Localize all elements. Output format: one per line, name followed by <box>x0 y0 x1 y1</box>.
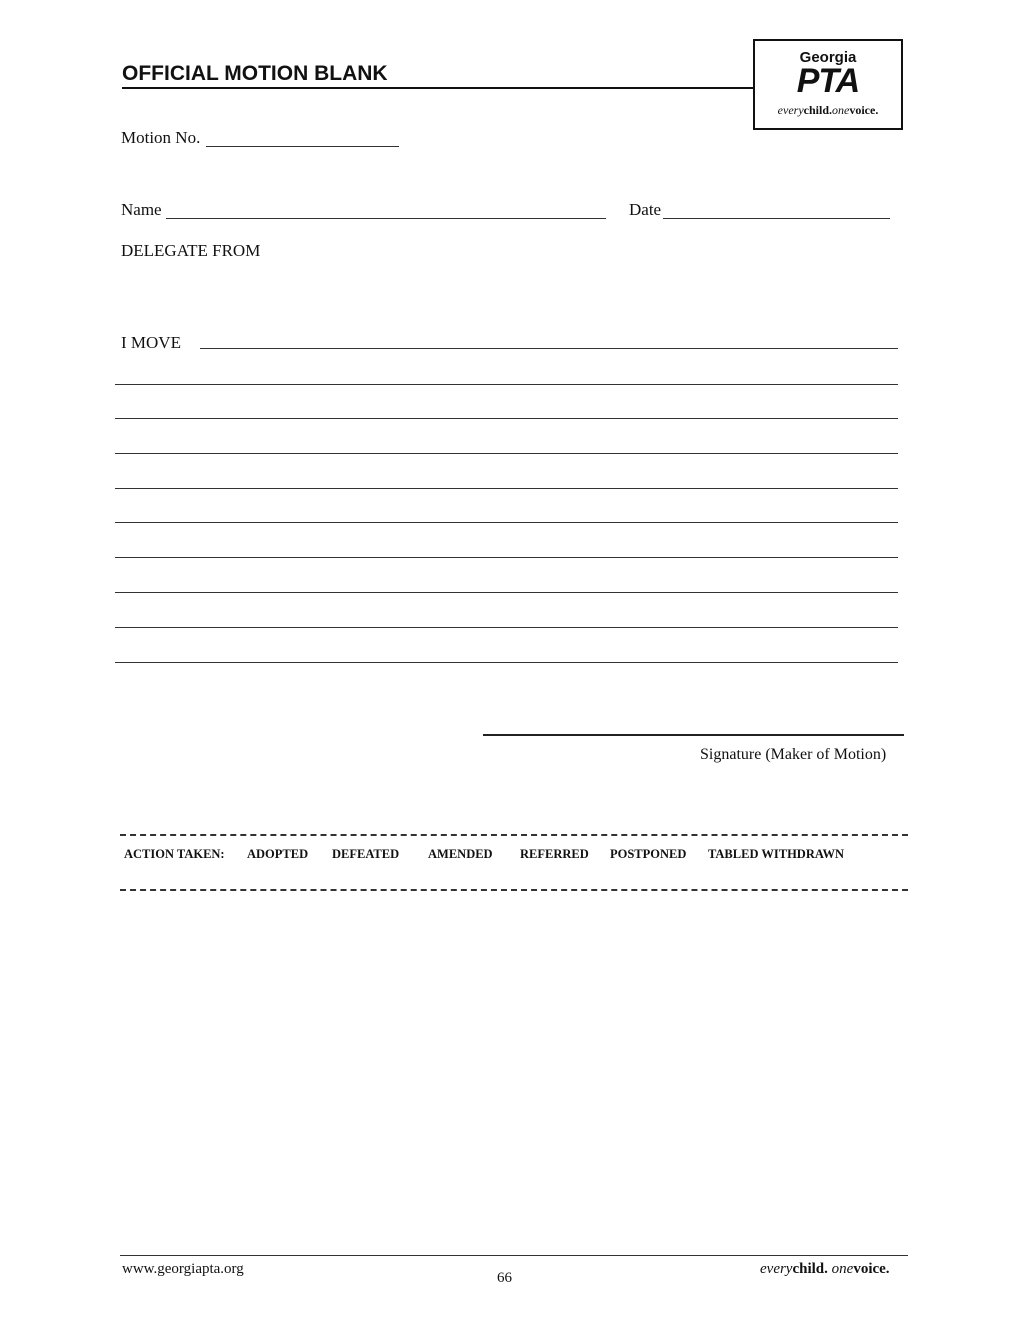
georgia-pta-logo <box>753 39 903 130</box>
name-label: Name <box>121 200 162 219</box>
action-option-postponed[interactable]: POSTPONED <box>610 847 687 861</box>
page-number: 66 <box>497 1270 512 1286</box>
delegate-from-label: DELEGATE FROM <box>121 241 261 260</box>
motion-text-line[interactable] <box>115 662 898 663</box>
motion-no-field[interactable] <box>206 146 399 147</box>
logo-tagline-voice: voice. <box>849 103 879 117</box>
action-option-defeated[interactable]: DEFEATED <box>332 847 400 861</box>
i-move-label: I MOVE <box>121 333 181 352</box>
footer-motto-voice: voice. <box>853 1261 890 1277</box>
footer-rule <box>120 1255 908 1256</box>
logo-tagline <box>755 103 901 118</box>
logo-tagline-one: one <box>832 103 850 117</box>
motion-text-line[interactable] <box>115 627 898 628</box>
motion-text-line[interactable] <box>115 592 898 593</box>
date-label: Date <box>629 200 662 219</box>
logo-georgia-text: Georgia <box>799 49 857 66</box>
action-divider-top <box>120 834 908 836</box>
title-underline <box>122 87 754 89</box>
motion-text-line[interactable] <box>115 418 898 419</box>
action-divider-bottom <box>120 889 908 891</box>
motion-text-line[interactable] <box>115 453 898 454</box>
motion-text-line[interactable] <box>115 557 898 558</box>
motion-text-line[interactable] <box>200 348 898 349</box>
logo-tagline-child: child. <box>803 103 832 117</box>
footer-motto <box>760 1261 890 1278</box>
signature-line[interactable] <box>483 734 904 736</box>
name-field[interactable] <box>166 218 606 219</box>
signature-caption: Signature (Maker of Motion) <box>700 746 887 763</box>
motion-text-line[interactable] <box>115 488 898 489</box>
action-option-amended[interactable]: AMENDED <box>428 847 493 861</box>
form-title: OFFICIAL MOTION BLANK <box>122 62 388 85</box>
logo-tagline-every: every <box>777 103 804 117</box>
footer-motto-one: one <box>831 1261 854 1277</box>
motion-no-label: Motion No. <box>121 128 201 147</box>
action-taken-label: ACTION TAKEN: <box>124 847 225 861</box>
motion-text-line[interactable] <box>115 522 898 523</box>
footer-motto-every: every <box>760 1261 793 1277</box>
logo-pta-text: PTA <box>796 62 860 100</box>
action-option-referred[interactable]: REFERRED <box>520 847 589 861</box>
date-field[interactable] <box>663 218 890 219</box>
footer-motto-child: child. <box>792 1261 828 1277</box>
footer-website: www.georgiapta.org <box>122 1261 244 1277</box>
motion-text-line[interactable] <box>115 384 898 385</box>
action-option-tabled-withdrawn[interactable]: TABLED WITHDRAWN <box>708 847 845 861</box>
action-option-adopted[interactable]: ADOPTED <box>247 847 309 861</box>
